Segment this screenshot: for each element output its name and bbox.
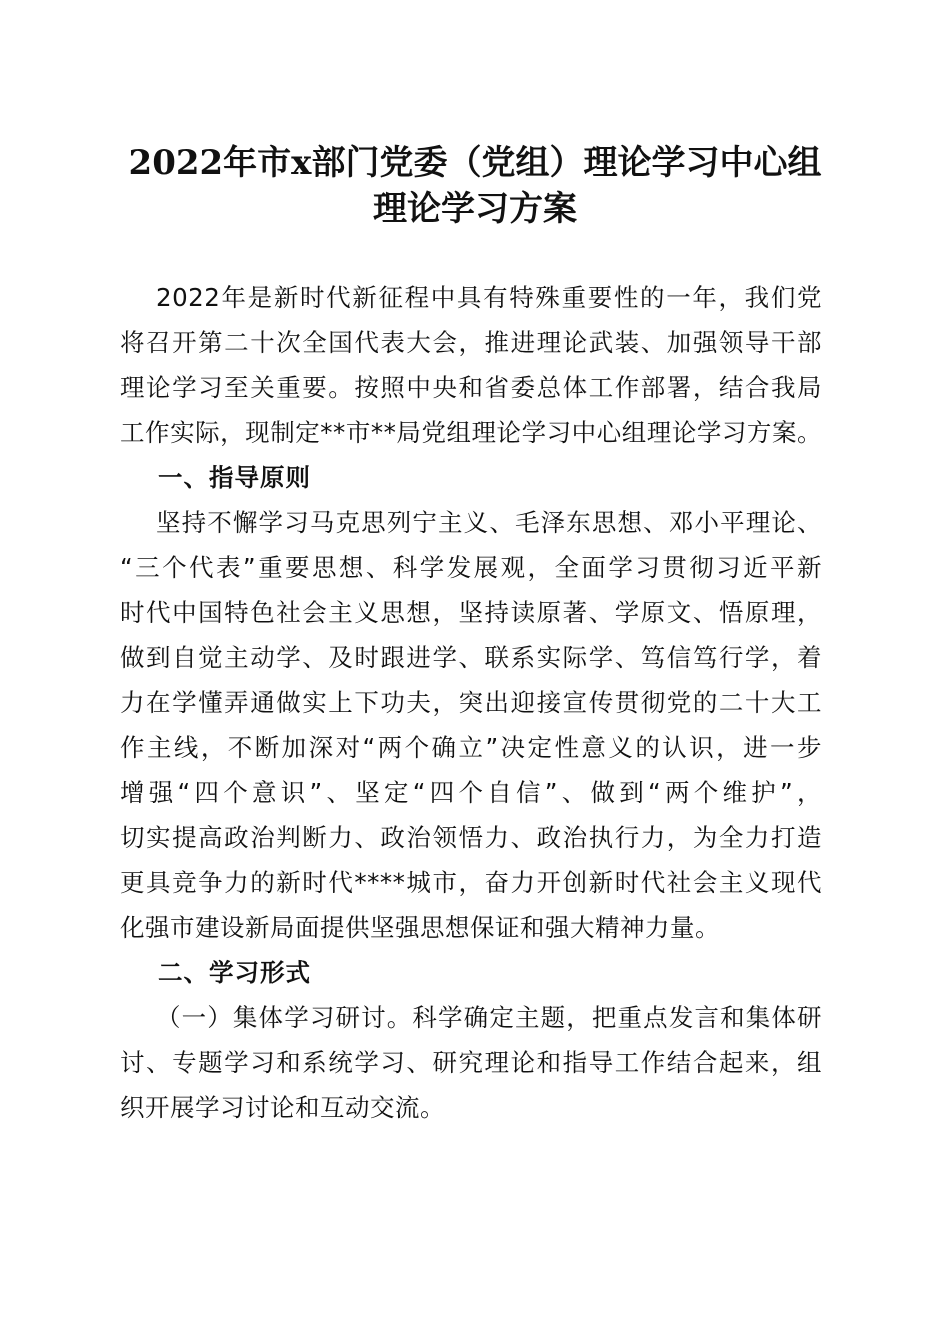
- section-heading-guiding-principles: 一、指导原则: [158, 463, 311, 492]
- document-title-line-1: 2022年市x部门党委（党组）理论学习中心组: [128, 143, 822, 183]
- section1-paragraph-line: 作主线，不断加深对“两个确立”决定性意义的认识，进一步: [120, 733, 822, 762]
- section1-paragraph-line: 力在学懂弄通做实上下功夫，突出迎接宣传贯彻党的二十大工: [120, 688, 822, 717]
- section2-paragraph-line: 织开展学习讨论和互动交流。: [120, 1093, 445, 1122]
- section-heading-study-format: 二、学习形式: [158, 958, 311, 987]
- section1-paragraph-line: 坚持不懈学习马克思列宁主义、毛泽东思想、邓小平理论、: [156, 508, 822, 537]
- section1-paragraph-line: 做到自觉主动学、及时跟进学、联系实际学、笃信笃行学，着: [120, 643, 822, 672]
- section2-paragraph-line: 讨、专题学习和系统学习、研究理论和指导工作结合起来，组: [120, 1048, 822, 1077]
- intro-paragraph-line: 将召开第二十次全国代表大会，推进理论武装、加强领导干部: [120, 328, 822, 357]
- intro-paragraph-line: 2022年是新时代新征程中具有特殊重要性的一年，我们党: [156, 283, 822, 312]
- intro-paragraph-line: 理论学习至关重要。按照中央和省委总体工作部署，结合我局: [120, 373, 822, 402]
- section1-paragraph-line: 增强“四个意识”、坚定“四个自信”、做到“两个维护”，: [120, 778, 822, 807]
- section1-paragraph-line: “三个代表”重要思想、科学发展观，全面学习贯彻习近平新: [120, 553, 822, 582]
- intro-paragraph-line: 工作实际，现制定**市**局党组理论学习中心组理论学习方案。: [120, 418, 822, 447]
- section2-paragraph-line: （一）集体学习研讨。科学确定主题，把重点发言和集体研: [156, 1003, 822, 1032]
- section1-paragraph-line: 切实提高政治判断力、政治领悟力、政治执行力，为全力打造: [120, 823, 822, 852]
- section1-paragraph-line: 时代中国特色社会主义思想，坚持读原著、学原文、悟原理，: [120, 598, 822, 627]
- section1-paragraph-line: 化强市建设新局面提供坚强思想保证和强大精神力量。: [120, 913, 720, 942]
- document-title-line-2: 理论学习方案: [373, 189, 577, 229]
- section1-paragraph-line: 更具竞争力的新时代****城市，奋力开创新时代社会主义现代: [120, 868, 822, 897]
